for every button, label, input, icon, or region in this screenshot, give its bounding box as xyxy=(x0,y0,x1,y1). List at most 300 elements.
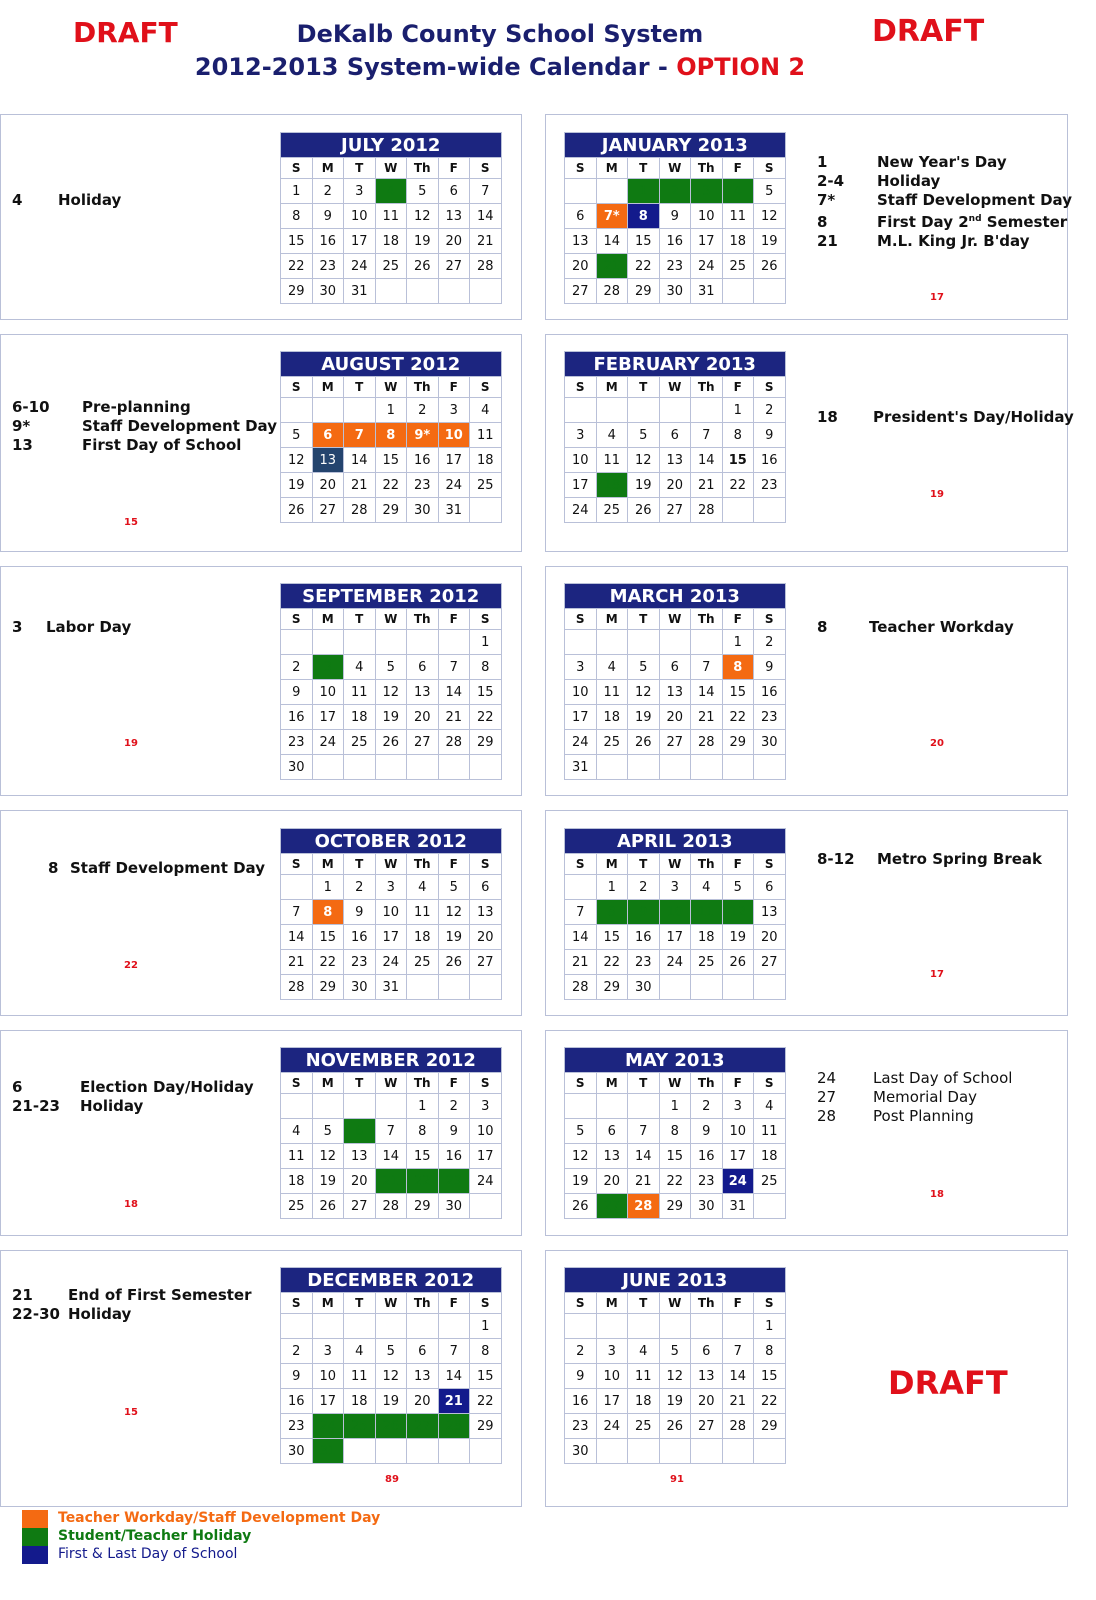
empty-cell xyxy=(691,1439,723,1464)
day-cell: 30 xyxy=(281,1439,313,1464)
note-date: 24 xyxy=(817,1069,837,1087)
weekday-header: F xyxy=(722,158,754,179)
empty-cell xyxy=(312,1314,344,1339)
empty-cell xyxy=(312,755,344,780)
day-cell: 7 xyxy=(438,655,470,680)
empty-cell xyxy=(470,498,502,523)
note-text: Pre-planning xyxy=(82,398,191,416)
day-cell: 27 xyxy=(312,498,344,523)
day-cell: 9 xyxy=(754,655,786,680)
day-cell: 25 xyxy=(344,1414,376,1439)
day-cell: 14 xyxy=(281,925,313,950)
month-title: MAY 2013 xyxy=(565,1048,786,1073)
empty-cell xyxy=(565,1094,597,1119)
day-cell: 25 xyxy=(722,254,754,279)
note-row xyxy=(12,618,131,637)
weekday-header: S xyxy=(281,377,313,398)
day-cell: 27 xyxy=(438,254,470,279)
day-cell: 12 xyxy=(375,680,407,705)
empty-cell xyxy=(344,630,376,655)
count-may: 18 xyxy=(930,1189,944,1200)
day-cell: 14 xyxy=(691,680,723,705)
day-cell: 19 xyxy=(565,1169,597,1194)
day-cell: 13 xyxy=(691,1364,723,1389)
day-cell: 4 xyxy=(375,179,407,204)
day-cell: 6 xyxy=(470,875,502,900)
weekday-header: S xyxy=(565,1073,597,1094)
day-cell: 24 xyxy=(722,1169,754,1194)
day-cell: 15 xyxy=(407,1144,439,1169)
day-cell: 26 xyxy=(565,1194,597,1219)
count-sep: 19 xyxy=(124,738,138,749)
day-cell: 13 xyxy=(659,680,691,705)
empty-cell xyxy=(470,1439,502,1464)
note-date: 4 xyxy=(12,191,23,209)
day-cell: 9 xyxy=(565,1364,597,1389)
day-cell: 12 xyxy=(628,448,660,473)
day-cell: 1 xyxy=(407,1094,439,1119)
day-cell: 23 xyxy=(691,1169,723,1194)
day-cell: 21 xyxy=(691,705,723,730)
day-cell: 22 xyxy=(470,1389,502,1414)
day-cell: 26 xyxy=(375,1414,407,1439)
month-title: AUGUST 2012 xyxy=(281,352,502,377)
day-cell: 15 xyxy=(722,680,754,705)
empty-cell xyxy=(659,755,691,780)
note-date: 21 xyxy=(12,1286,33,1304)
day-cell: 2 xyxy=(438,1094,470,1119)
weekday-header: S xyxy=(754,609,786,630)
weekday-header: M xyxy=(596,609,628,630)
day-cell: 10 xyxy=(565,680,597,705)
legend xyxy=(22,1510,422,1565)
day-cell: 28 xyxy=(281,975,313,1000)
day-cell: 21 xyxy=(722,1389,754,1414)
day-cell: 23 xyxy=(344,950,376,975)
weekday-header: W xyxy=(375,609,407,630)
day-cell: 18 xyxy=(407,925,439,950)
day-cell: 4 xyxy=(470,398,502,423)
day-cell: 2 xyxy=(754,398,786,423)
day-cell: 4 xyxy=(722,179,754,204)
day-cell: 17 xyxy=(438,448,470,473)
day-cell: 24 xyxy=(312,1414,344,1439)
day-cell: 3 xyxy=(312,1339,344,1364)
day-cell: 31 xyxy=(312,1439,344,1464)
day-cell: 21 xyxy=(565,950,597,975)
empty-cell xyxy=(281,875,313,900)
empty-cell xyxy=(754,1439,786,1464)
note-text: End of First Semester xyxy=(68,1286,252,1304)
day-cell: 23 xyxy=(565,1414,597,1439)
day-cell: 4 xyxy=(754,1094,786,1119)
notes-sep xyxy=(12,618,131,637)
day-cell: 11 xyxy=(407,900,439,925)
weekday-header: M xyxy=(596,377,628,398)
day-cell: 29 xyxy=(312,975,344,1000)
day-cell: 6 xyxy=(407,1339,439,1364)
empty-cell xyxy=(281,398,313,423)
calendar-dec xyxy=(280,1267,502,1464)
day-cell: 5 xyxy=(722,875,754,900)
weekday-header: Th xyxy=(691,609,723,630)
notes-oct xyxy=(48,859,265,878)
notes-mar xyxy=(817,618,1014,637)
day-cell: 5 xyxy=(628,423,660,448)
day-cell: 17 xyxy=(565,473,597,498)
day-cell: 3 xyxy=(722,1094,754,1119)
empty-cell xyxy=(438,755,470,780)
total-first-semester: 89 xyxy=(385,1474,399,1485)
weekday-header: S xyxy=(281,1293,313,1314)
day-cell: 10 xyxy=(691,204,723,229)
note-row xyxy=(817,232,1072,251)
month-title: JANUARY 2013 xyxy=(565,133,786,158)
count-apr: 17 xyxy=(930,969,944,980)
count-nov: 18 xyxy=(124,1199,138,1210)
day-cell: 26 xyxy=(312,1194,344,1219)
legend-label-workday: Teacher Workday/Staff Development Day xyxy=(58,1510,381,1526)
day-cell: 5 xyxy=(754,179,786,204)
weekday-header: S xyxy=(565,158,597,179)
weekday-header: M xyxy=(312,609,344,630)
day-cell: 24 xyxy=(470,1169,502,1194)
day-cell: 27 xyxy=(596,1194,628,1219)
day-cell: 15 xyxy=(375,448,407,473)
day-cell: 10 xyxy=(438,423,470,448)
day-cell: 22 xyxy=(312,950,344,975)
day-cell: 2 xyxy=(312,179,344,204)
empty-cell xyxy=(375,630,407,655)
day-cell: 18 xyxy=(596,705,628,730)
day-cell: 3 xyxy=(691,179,723,204)
day-cell: 17 xyxy=(722,1144,754,1169)
day-cell: 8 xyxy=(596,900,628,925)
empty-cell xyxy=(628,398,660,423)
day-cell: 21 xyxy=(375,1169,407,1194)
day-cell: 15 xyxy=(470,1364,502,1389)
empty-cell xyxy=(565,179,597,204)
day-cell: 16 xyxy=(281,705,313,730)
day-cell: 2 xyxy=(344,875,376,900)
weekday-header: S xyxy=(470,1073,502,1094)
day-cell: 16 xyxy=(628,925,660,950)
day-cell: 16 xyxy=(565,1389,597,1414)
day-cell: 30 xyxy=(312,279,344,304)
day-cell: 19 xyxy=(628,473,660,498)
day-cell: 18 xyxy=(375,229,407,254)
day-cell: 26 xyxy=(407,254,439,279)
day-cell: 14 xyxy=(344,448,376,473)
empty-cell xyxy=(722,1439,754,1464)
day-cell: 17 xyxy=(344,229,376,254)
day-cell: 30 xyxy=(628,975,660,1000)
legend-label-first-last: First & Last Day of School xyxy=(58,1546,238,1562)
note-date: 2-4 xyxy=(817,172,845,190)
day-cell: 1 xyxy=(659,1094,691,1119)
weekday-header: S xyxy=(470,1293,502,1314)
empty-cell xyxy=(375,1314,407,1339)
note-row xyxy=(12,1097,254,1116)
notes-may xyxy=(817,1069,1012,1126)
day-cell: 9 xyxy=(754,423,786,448)
day-cell: 12 xyxy=(281,448,313,473)
day-cell: 2 xyxy=(659,179,691,204)
day-cell: 7 xyxy=(438,1339,470,1364)
day-cell: 12 xyxy=(375,1364,407,1389)
day-cell: 7 xyxy=(628,1119,660,1144)
day-cell: 2 xyxy=(407,398,439,423)
day-cell: 28 xyxy=(438,1414,470,1439)
day-cell: 1 xyxy=(470,630,502,655)
weekday-header: W xyxy=(375,854,407,875)
calendar-nov xyxy=(280,1047,502,1219)
day-cell: 19 xyxy=(754,229,786,254)
day-cell: 24 xyxy=(565,730,597,755)
note-text: Staff Development Day xyxy=(70,859,265,877)
note-row xyxy=(12,1305,252,1324)
note-text: New Year's Day xyxy=(877,153,1007,171)
day-cell: 14 xyxy=(691,448,723,473)
day-cell: 24 xyxy=(312,730,344,755)
empty-cell xyxy=(375,755,407,780)
month-title: SEPTEMBER 2012 xyxy=(281,584,502,609)
day-cell: 6 xyxy=(344,1119,376,1144)
weekday-header: T xyxy=(628,609,660,630)
draft-label-bottom: DRAFT xyxy=(888,1364,1008,1402)
day-cell: 23 xyxy=(754,705,786,730)
weekday-header: Th xyxy=(407,158,439,179)
empty-cell xyxy=(407,1439,439,1464)
day-cell: 18 xyxy=(470,448,502,473)
day-cell: 13 xyxy=(407,680,439,705)
empty-cell xyxy=(344,1094,376,1119)
day-cell: 25 xyxy=(754,1169,786,1194)
note-date: 9* xyxy=(12,417,31,435)
day-cell: 28 xyxy=(375,1194,407,1219)
day-cell: 7 xyxy=(691,655,723,680)
day-cell: 30 xyxy=(281,755,313,780)
weekday-header: S xyxy=(470,377,502,398)
empty-cell xyxy=(596,398,628,423)
day-cell: 16 xyxy=(344,925,376,950)
day-cell: 5 xyxy=(438,875,470,900)
note-date: 3 xyxy=(12,618,23,636)
weekday-header: Th xyxy=(407,1293,439,1314)
day-cell: 9 xyxy=(628,900,660,925)
day-cell: 28 xyxy=(565,975,597,1000)
day-cell: 29 xyxy=(375,498,407,523)
day-cell: 13 xyxy=(754,900,786,925)
weekday-header: Th xyxy=(691,1073,723,1094)
day-cell: 20 xyxy=(754,925,786,950)
note-date: 13 xyxy=(12,436,33,454)
weekday-header: S xyxy=(754,854,786,875)
day-cell: 10 xyxy=(596,1364,628,1389)
day-cell: 29 xyxy=(628,279,660,304)
day-cell: 13 xyxy=(659,448,691,473)
day-cell: 27 xyxy=(407,1414,439,1439)
subtitle-option: OPTION 2 xyxy=(676,53,806,81)
calendar-aug xyxy=(280,351,502,523)
day-cell: 17 xyxy=(312,705,344,730)
weekday-header: F xyxy=(438,377,470,398)
empty-cell xyxy=(596,755,628,780)
weekday-header: T xyxy=(344,854,376,875)
day-cell: 22 xyxy=(754,1389,786,1414)
day-cell: 3 xyxy=(659,875,691,900)
day-cell: 13 xyxy=(438,204,470,229)
weekday-header: Th xyxy=(407,854,439,875)
day-cell: 20 xyxy=(659,705,691,730)
note-date: 8-12 xyxy=(817,850,855,868)
day-cell: 2 xyxy=(754,630,786,655)
empty-cell xyxy=(691,630,723,655)
weekday-header: M xyxy=(596,1073,628,1094)
weekday-header: M xyxy=(596,854,628,875)
weekday-header: Th xyxy=(407,609,439,630)
weekday-header: F xyxy=(438,1073,470,1094)
day-cell: 19 xyxy=(375,1389,407,1414)
page-title: DeKalb County School System xyxy=(296,20,704,48)
note-date: 8 xyxy=(817,213,828,231)
weekday-header: S xyxy=(470,609,502,630)
notes-feb xyxy=(817,408,1074,427)
day-cell: 29 xyxy=(281,279,313,304)
day-cell: 24 xyxy=(375,950,407,975)
empty-cell xyxy=(407,755,439,780)
day-cell: 27 xyxy=(691,1414,723,1439)
day-cell: 13 xyxy=(470,900,502,925)
note-date: 8 xyxy=(48,859,59,877)
empty-cell xyxy=(407,279,439,304)
day-cell: 6 xyxy=(659,655,691,680)
empty-cell xyxy=(596,630,628,655)
calendar-feb xyxy=(564,351,786,523)
empty-cell xyxy=(691,1314,723,1339)
day-cell: 25 xyxy=(596,498,628,523)
empty-cell xyxy=(438,1439,470,1464)
day-cell: 16 xyxy=(312,229,344,254)
weekday-header: M xyxy=(312,158,344,179)
day-cell: 7 xyxy=(344,423,376,448)
day-cell: 28 xyxy=(470,254,502,279)
empty-cell xyxy=(344,755,376,780)
weekday-header: W xyxy=(375,1293,407,1314)
day-cell: 26 xyxy=(281,498,313,523)
weekday-header: W xyxy=(659,158,691,179)
day-cell: 5 xyxy=(628,655,660,680)
month-title: OCTOBER 2012 xyxy=(281,829,502,854)
day-cell: 20 xyxy=(438,229,470,254)
day-cell: 7 xyxy=(281,900,313,925)
day-cell: 17 xyxy=(312,1389,344,1414)
day-cell: 29 xyxy=(754,1414,786,1439)
empty-cell xyxy=(596,1094,628,1119)
day-cell: 29 xyxy=(659,1194,691,1219)
weekday-header: Th xyxy=(691,1293,723,1314)
empty-cell xyxy=(628,1094,660,1119)
weekday-header: W xyxy=(659,609,691,630)
day-cell: 11 xyxy=(375,204,407,229)
empty-cell xyxy=(754,498,786,523)
empty-cell xyxy=(754,279,786,304)
day-cell: 5 xyxy=(375,655,407,680)
day-cell: 3 xyxy=(375,875,407,900)
day-cell: 25 xyxy=(407,950,439,975)
calendar-jul xyxy=(280,132,502,304)
day-cell: 16 xyxy=(754,680,786,705)
day-cell: 14 xyxy=(565,925,597,950)
month-title: JUNE 2013 xyxy=(565,1268,786,1293)
day-cell: 30 xyxy=(691,1194,723,1219)
empty-cell xyxy=(438,630,470,655)
day-cell: 19 xyxy=(659,1389,691,1414)
day-cell: 21 xyxy=(438,705,470,730)
empty-cell xyxy=(659,1314,691,1339)
note-row xyxy=(817,210,1072,232)
subtitle-main: 2012-2013 System-wide Calendar - xyxy=(194,53,668,81)
day-cell: 9 xyxy=(281,680,313,705)
day-cell: 1 xyxy=(722,630,754,655)
empty-cell xyxy=(659,630,691,655)
day-cell: 30 xyxy=(438,1194,470,1219)
day-cell: 6 xyxy=(438,179,470,204)
day-cell: 21 xyxy=(628,1169,660,1194)
note-date: 21-23 xyxy=(12,1097,60,1115)
count-feb: 19 xyxy=(930,489,944,500)
day-cell: 17 xyxy=(596,1389,628,1414)
day-cell: 14 xyxy=(628,1144,660,1169)
note-row xyxy=(12,436,277,455)
day-cell: 26 xyxy=(375,730,407,755)
weekday-header: T xyxy=(628,1293,660,1314)
day-cell: 21 xyxy=(691,473,723,498)
day-cell: 8 xyxy=(722,655,754,680)
day-cell: 19 xyxy=(722,925,754,950)
note-text: Memorial Day xyxy=(873,1088,978,1106)
empty-cell xyxy=(628,1439,660,1464)
day-cell: 31 xyxy=(722,1194,754,1219)
note-date: 7* xyxy=(817,191,836,209)
day-cell: 26 xyxy=(722,950,754,975)
day-cell: 19 xyxy=(407,229,439,254)
day-cell: 25 xyxy=(281,1194,313,1219)
day-cell: 14 xyxy=(438,680,470,705)
note-text: Labor Day xyxy=(46,618,132,636)
day-cell: 30 xyxy=(754,730,786,755)
day-cell: 26 xyxy=(754,254,786,279)
day-cell: 1 xyxy=(470,1314,502,1339)
notes-aug xyxy=(12,398,277,455)
day-cell: 11 xyxy=(722,204,754,229)
weekday-header: Th xyxy=(407,377,439,398)
day-cell: 11 xyxy=(596,448,628,473)
weekday-header: M xyxy=(312,1293,344,1314)
calendar-oct xyxy=(280,828,502,1000)
day-cell: 12 xyxy=(565,1144,597,1169)
weekday-header: F xyxy=(438,854,470,875)
empty-cell xyxy=(628,755,660,780)
weekday-header: W xyxy=(659,1073,691,1094)
day-cell: 10 xyxy=(470,1119,502,1144)
note-text: Holiday xyxy=(58,191,122,209)
note-text: Holiday xyxy=(80,1097,144,1115)
empty-cell xyxy=(722,755,754,780)
day-cell: 1 xyxy=(281,179,313,204)
day-cell: 25 xyxy=(628,1414,660,1439)
weekday-header: W xyxy=(659,377,691,398)
